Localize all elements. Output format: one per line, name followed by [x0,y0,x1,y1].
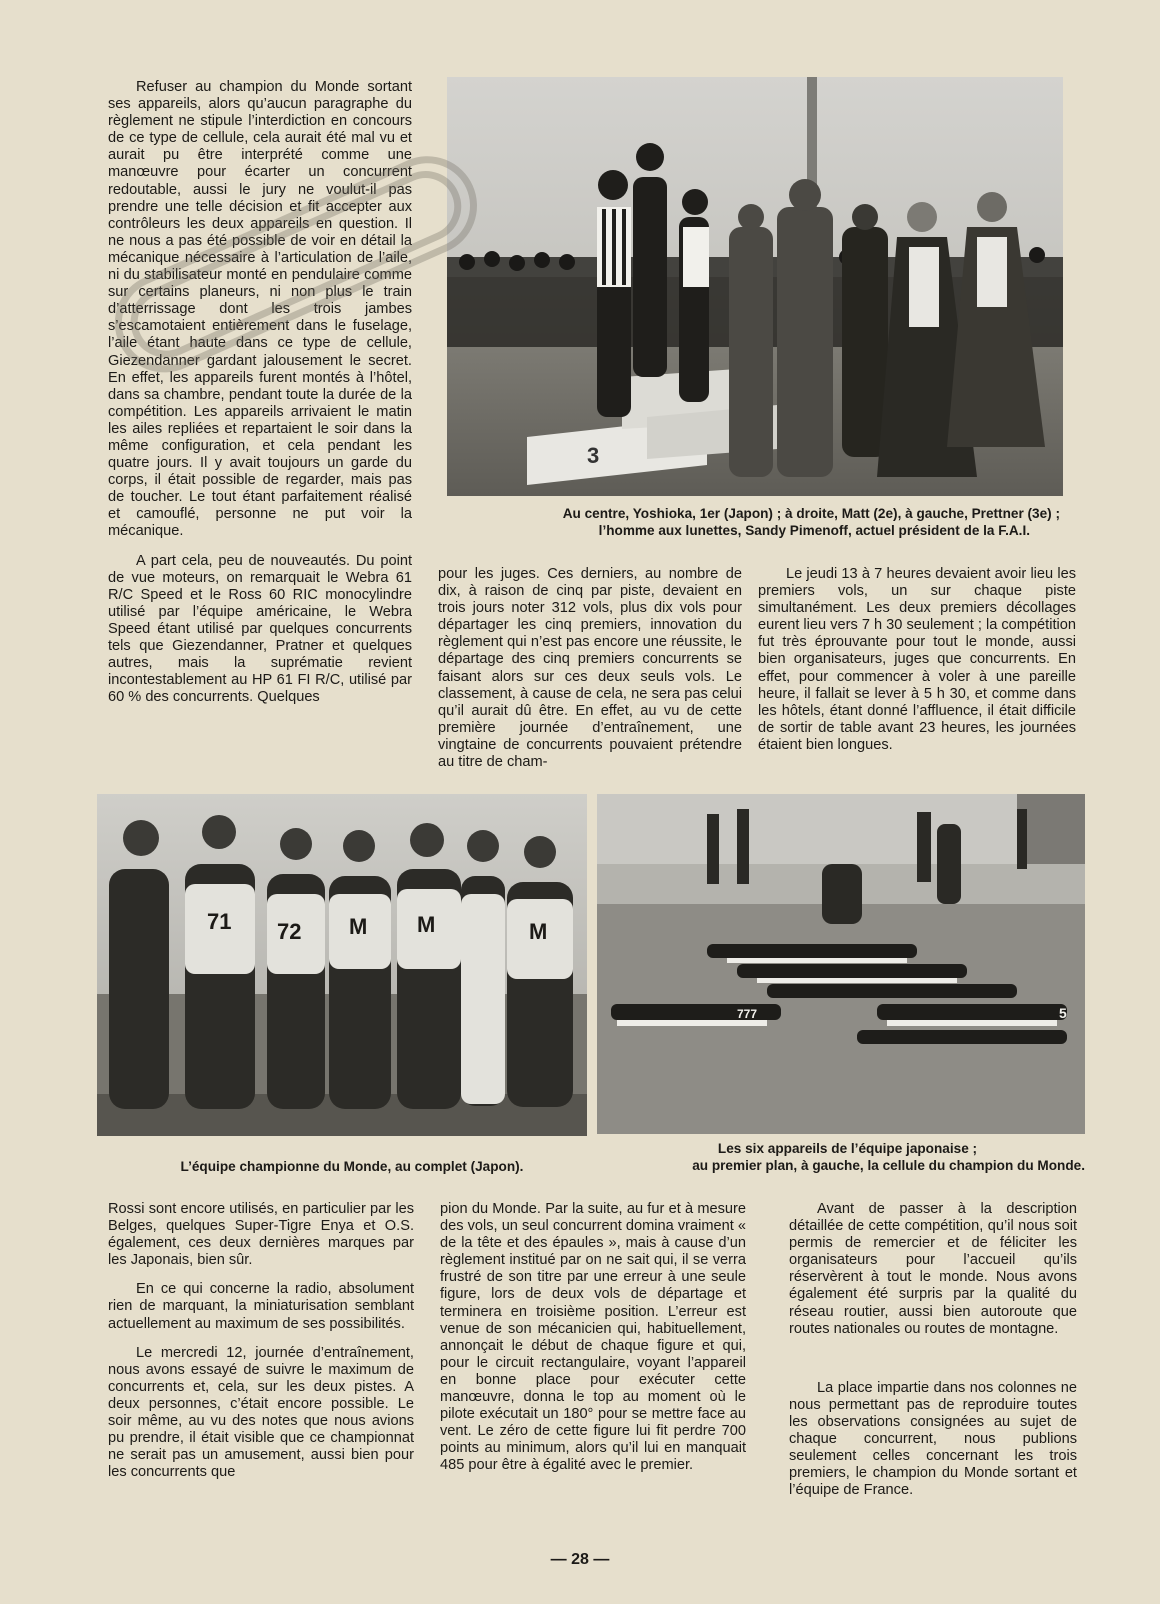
caption-planes [600,1140,1085,1174]
caption-line: L’équipe championne du Monde, au complet (Japon). [180,1159,524,1174]
caption-line: Les six appareils de l’équipe japonaise ; [717,1141,978,1156]
paragraph: pour les juges. Ces derniers, au nombre de dix, à raison de cinq par piste, devaient en trois jours noter 312 vols, plus dix vols pour départager les cinq premiers, innovation du règlement qui n’est pas encore une réussite, le départage des cinq premiers concurrents se faisant alors sur ces deux seuls vols. Le classement, à cause de cela, ne sera pas celui qu’il aurait dû être. En effet, au vu de cette première journée d’entraînement, une vingtaine de concurrents pouvaient prétendre au titre de cham- [438,566,742,771]
bib-letter: M [417,912,436,937]
bib-number: 71 [207,909,232,934]
text-column-middle-right [758,566,1076,754]
paragraph: Le mercredi 12, journée d’entraînement, nous avons essayé de suivre le maximum de concurrents et, cela, sur les deux pistes. A deux personnes, c’était encore possible. Le soir même, au vu des notes que nous avions pu prendre, il était visible que ce championnat ne serait pas un amusement, aussi bien pour les concurrents que [108,1344,414,1481]
caption-line: au premier plan, à gauche, la cellule du champion du Monde. [692,1158,1085,1173]
bib-number: 72 [277,919,302,944]
paragraph: Refuser au champion du Monde sortant ses appareils, alors qu’aucun paragraphe du règlement ne stipule l’interdiction en concours de ce type de cellule, cela aurait été mal vu et aurait pu être interprété comme une manœuvre pour écarter un concurrent redoutable, aussi le jury ne voulut-il pas prendre une telle décision et fit accepter aux contrôleurs les deux appareils en question. Il ne nous a pas été possible de voir en détail la mécanique nécessaire à l’articulation de l’aile, ni du stabilisateur monté en pendulaire comme sur certains planeurs, ni non plus le train d’atterrissage dont les trois jambes s’escamotaient entièrement dans le fuselage, l’aile étant haute dans ce type de cellule, Giezendanner gardant jalousement le secret. En effet, les appareils furent montés à l’hôtel, dans sa chambre, pendant toute la durée de la compétition. Les appareils arrivaient le matin les ailes repliées et repartaient le soir dans la même configuration, et cela pendant les quatre jours. Il y avait toujours un garde du corps, il était possible de regarder, mais pas de toucher. Le tout étant parfaitement réalisé et camouflé, personne ne put voir la mécanique. [108,79,412,540]
photo-japanese-team [97,794,587,1136]
aircraft-marking: 5 [1059,1005,1067,1021]
paragraph: Rossi sont encore utilisés, en particulier par les Belges, quelques Super-Tigre Enya et O.S. également, ces deux dernières marques par les Japonais, bien sûr. [108,1201,414,1269]
podium-step-number: 3 [587,443,600,468]
caption-line: Au centre, Yoshioka, 1er (Japon) ; à droite, Matt (2e), à gauche, Prettner (3e) ; [562,506,1060,521]
paragraph: Avant de passer à la description détaillée de cette compétition, qu’il nous soit permis de remercier et de féliciter les organisateurs pour l’accueil qu’ils réservèrent à tout le monde. Nous avons également été surpris par la qualité du réseau routier, aussi bien autoroute que routes nationales ou routes de montagne. [789,1201,1077,1337]
paragraph: A part cela, peu de nouveautés. Du point de vue moteurs, on remarquait le Webra 61 R/C Speed et le Ross 60 RIC monocylindre utilisé par l’équipe américaine, le Webra Speed étant utilisé par quelques concurrents tels que Giezendanner, Pratner et quelques autres, mais la suprématie revient incontestablement au HP 61 FI R/C, utilisé par 60 % des concurrents. Quelques [108,552,412,706]
text-column-top-left [108,79,412,706]
aircraft-marking: 777 [737,1007,758,1021]
text-column-bottom-center [440,1201,746,1475]
bib-letter: M [349,914,368,939]
photo-team-aircraft [597,794,1085,1134]
paragraph: Le jeudi 13 à 7 heures devaient avoir lieu les premiers vols, un sur chaque piste simultanément. Les deux premiers décollages eurent lieu vers 7 h 30 seulement ; la compétition fut très éprouvante pour tout le monde, aussi bien organisateurs, juges que concurrents. En effet, pour commencer à voler à une pareille heure, il fallait se lever à 5 h 30, et comme dans les hôtels, étant donné l’affluence, il était difficile de sortir de table avant 23 heures, les journées étaient bien longues. [758,566,1076,753]
page-number: — 28 — [550,1551,610,1568]
bib-letter: M [529,919,548,944]
paragraph: pion du Monde. Par la suite, au fur et à mesure des vols, un seul concurrent domina vraiment « de la tête et des épaules », mais à cause d’un règlement institué par on ne sait qui, il se verra frustré de son titre par une erreur à une seule figure, lors de deux vols de départage et terminera en troisième position. L’erreur est venue de son mécanicien qui, habituellement, annonçait le début de chaque figure et qui, pour le circuit rectangulaire, voyant l’appareil en bonne place pour exécuter cette manœuvre, donna le top au moment où le pilote exécutait un 180° pour se mettre face au vent. Le zéro de cette figure lui fit perdre 700 points au minimum, alors qu’il lui en manquait 485 pour être à égalité avec le premier. [440,1201,746,1474]
text-column-bottom-left [108,1201,414,1481]
caption-team [97,1158,587,1175]
paragraph: La place impartie dans nos colonnes ne nous permettant pas de reproduire toutes les observations consignées au sujet de chaque concurrent, nous publions seulement celles concernant les trois premiers, le champion du Monde sortant et l’équipe de France. [789,1379,1077,1499]
caption-podium [420,505,1060,539]
photo-podium-ceremony [447,77,1063,496]
paragraph: En ce qui concerne la radio, absolument rien de marquant, la miniaturisation semblant actuellement au maximum de ses possibilités. [108,1281,414,1332]
text-column-bottom-right [789,1201,1077,1499]
text-column-middle-center [438,566,742,771]
caption-line: l’homme aux lunettes, Sandy Pimenoff, actuel président de la F.A.I. [598,523,1030,538]
